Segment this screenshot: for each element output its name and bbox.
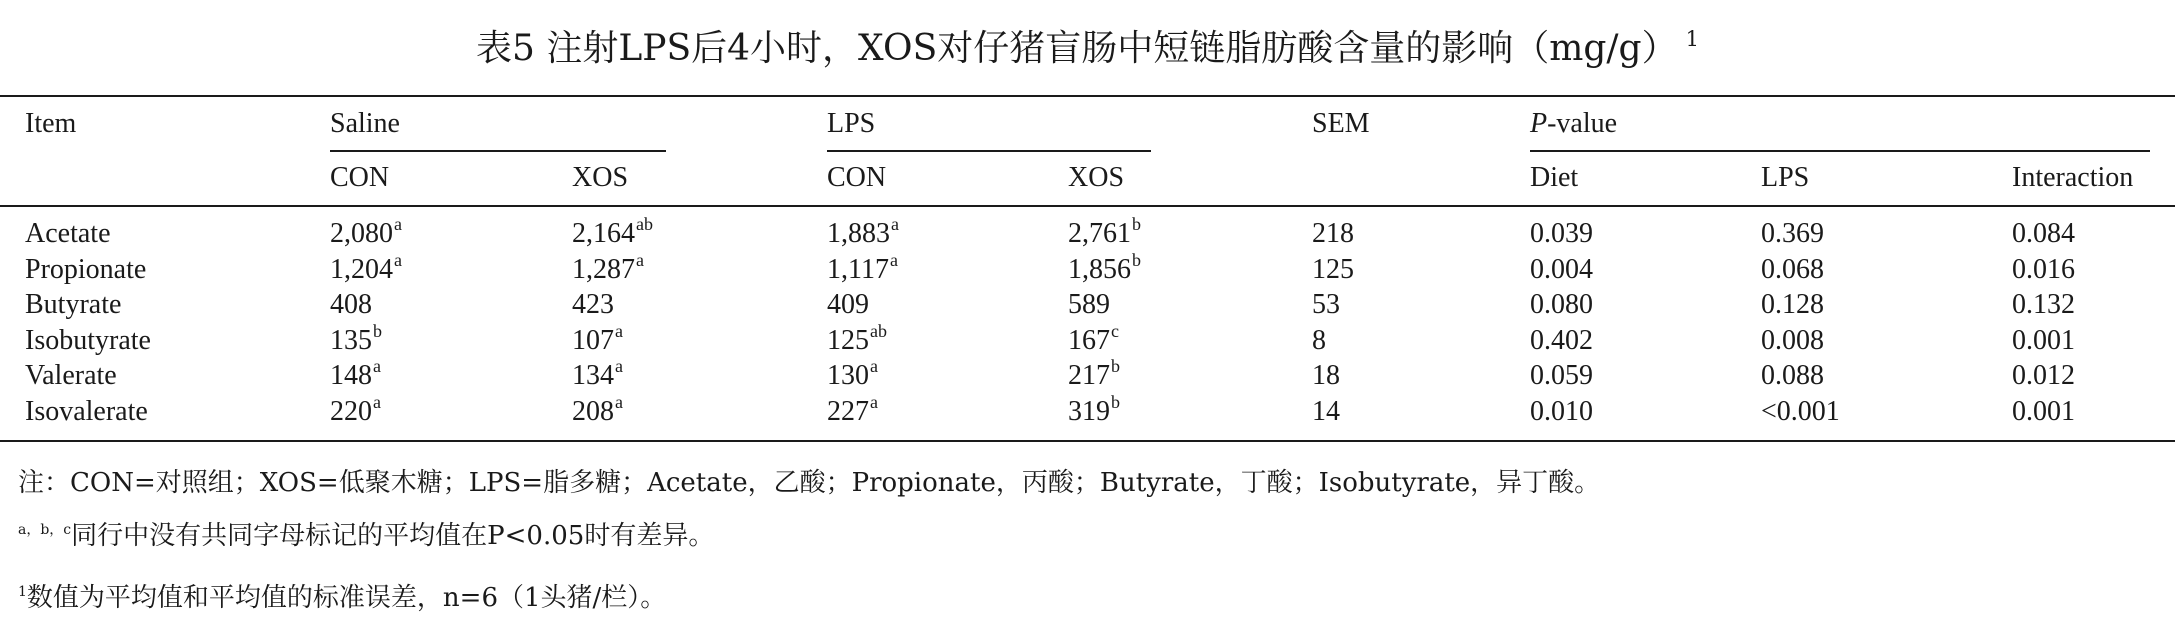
cell-saline-xos (572, 392, 623, 430)
cell-value: 220 (330, 396, 372, 427)
cell-value: 8 (1312, 324, 1326, 356)
cell-superscript: ab (636, 214, 653, 234)
cell-lps-con (827, 249, 898, 288)
cell-value: 423 (572, 289, 614, 321)
cell-value: 218 (1312, 218, 1354, 249)
cell-superscript: a (615, 320, 623, 341)
cell-value: <0.001 (1761, 396, 1840, 427)
cell-superscript: b (1132, 214, 1141, 234)
table-title (0, 24, 2175, 78)
cell-value: 130 (827, 360, 869, 392)
cell-interaction (2012, 289, 2075, 321)
cell-value: 2,761 (1068, 218, 1131, 249)
header-lps-group: LPS (827, 108, 876, 139)
cell-diet (1530, 218, 1593, 250)
cell-lps (1761, 289, 1824, 321)
title-footnote-marker: 1 (1685, 27, 1699, 51)
cell-diet (1530, 396, 1593, 428)
cell-value: 0.001 (2012, 396, 2075, 427)
cell-value: 0.402 (1530, 324, 1593, 356)
cell-diet (1530, 254, 1593, 286)
cell-value: 1,883 (827, 218, 890, 249)
cell-saline-con (330, 214, 402, 252)
header-saline-con: CON (330, 162, 390, 193)
cell-value: Valerate (25, 360, 117, 392)
cell-superscript: a (870, 392, 878, 412)
cell-lps (1761, 360, 1824, 392)
cell-superscript: a (394, 249, 402, 270)
cell-value: Acetate (25, 218, 111, 249)
cell-interaction (2012, 325, 2075, 357)
cell-value: 125 (1312, 253, 1354, 285)
cell-value: 409 (827, 289, 869, 321)
bottom-rule (0, 440, 2175, 442)
cell-sem (1312, 218, 1354, 250)
cell-superscript: a (891, 214, 899, 234)
cell-value: 1,856 (1068, 253, 1131, 285)
cell-superscript: a (394, 214, 402, 234)
note-values-text: 数值为平均值和平均值的标准误差，n=6（1头猪/栏）。 (26, 583, 667, 613)
note-values-marker: 1 (18, 584, 27, 600)
cell-value: 208 (572, 396, 614, 427)
header-pvalue-rest: -value (1547, 108, 1618, 139)
cell-value: 135 (330, 324, 372, 356)
cell-saline-xos (572, 289, 614, 321)
note-abbreviations: 注：CON=对照组；XOS=低聚木糖；LPS=脂多糖；Acetate，乙酸；Propionate，丙酸；Butyrate，丁酸；Isobutyrate，异丁酸。 (18, 468, 1601, 498)
cell-value: Isobutyrate (25, 324, 151, 356)
cell-value: 589 (1068, 289, 1110, 321)
cell-value: 319 (1068, 396, 1110, 427)
cell-sem (1312, 325, 1326, 357)
cell-value: 1,204 (330, 253, 393, 285)
cell-saline-con (330, 249, 402, 288)
header-pvalue (1530, 108, 1617, 140)
cell-value: 0.016 (2012, 253, 2075, 285)
header-pvalue-p: P (1530, 108, 1548, 139)
cell-superscript: ab (870, 320, 887, 341)
cell-interaction (2012, 360, 2075, 392)
cell-lps-xos (1068, 289, 1110, 321)
cell-value: 1,117 (827, 253, 889, 285)
cell-value: 53 (1312, 289, 1340, 321)
cell-value: 107 (572, 324, 614, 356)
cell-interaction (2012, 218, 2075, 250)
cell-sem (1312, 360, 1340, 392)
cell-value: 167 (1068, 324, 1110, 356)
cell-superscript: c (1111, 320, 1119, 341)
cell-superscript: b (373, 320, 382, 341)
cell-diet (1530, 325, 1593, 357)
header-sem: SEM (1312, 108, 1370, 139)
header-lps: LPS (1761, 162, 1810, 193)
cell-value: 2,080 (330, 218, 393, 249)
cell-value: Propionate (25, 253, 147, 285)
cell-value: 227 (827, 396, 869, 427)
header-saline-xos: XOS (572, 162, 629, 193)
cell-value: Isovalerate (25, 396, 148, 427)
cell-value: 0.068 (1761, 253, 1824, 285)
cell-lps-con (827, 214, 899, 252)
cell-superscript: b (1132, 249, 1141, 270)
cell-lps (1761, 396, 1840, 428)
header-lps-con: CON (827, 162, 887, 193)
cell-lps (1761, 325, 1824, 357)
header-item: Item (25, 108, 77, 139)
note-letters-text: 同行中没有共同字母标记的平均值在P<0.05时有差异。 (71, 521, 715, 551)
cell-lps-xos (1068, 320, 1119, 359)
cell-diet (1530, 289, 1593, 321)
cell-lps-con (827, 289, 869, 321)
cell-value: 0.088 (1761, 360, 1824, 392)
cell-item (25, 360, 117, 392)
cell-value: 0.369 (1761, 218, 1824, 249)
cell-lps-con (827, 392, 878, 430)
cell-value: 2,164 (572, 218, 635, 249)
cell-superscript: a (870, 356, 878, 377)
cell-lps-xos (1068, 214, 1141, 252)
cell-value: 0.080 (1530, 289, 1593, 321)
cell-superscript: a (373, 392, 381, 412)
cell-value: 1,287 (572, 253, 635, 285)
cell-value: 217 (1068, 360, 1110, 392)
cell-item (25, 254, 146, 286)
cell-interaction (2012, 254, 2075, 286)
cell-superscript: a (615, 392, 623, 412)
cell-item (25, 325, 151, 357)
table-title-text: 表5 注射LPS后4小时，XOS对仔猪盲肠中短链脂肪酸含量的影响（mg/g） (476, 28, 1678, 69)
cell-saline-con (330, 320, 382, 359)
cell-lps-con (827, 320, 887, 359)
cell-value: 0.004 (1530, 253, 1593, 285)
cell-interaction (2012, 396, 2075, 428)
cell-lps (1761, 218, 1824, 250)
cell-value: 408 (330, 289, 372, 321)
note-values (18, 581, 666, 619)
header-interaction: Interaction (2012, 162, 2134, 193)
cell-saline-xos (572, 214, 653, 252)
cell-lps-xos (1068, 356, 1120, 394)
cell-value: 148 (330, 360, 372, 392)
cell-item (25, 218, 111, 250)
cell-value: 0.132 (2012, 289, 2075, 321)
top-rule (0, 95, 2175, 97)
cell-superscript: a (889, 249, 898, 270)
cell-superscript: b (1111, 356, 1120, 377)
cell-value: 0.084 (2012, 218, 2075, 249)
note-letters-marker: a，b，c (18, 522, 72, 538)
cell-value: 0.012 (2012, 360, 2075, 392)
note-superscript-letters (18, 519, 714, 557)
cell-sem (1312, 396, 1340, 428)
cell-saline-xos (572, 356, 623, 394)
header-diet: Diet (1530, 162, 1579, 193)
cell-sem (1312, 254, 1354, 286)
cell-value: 14 (1312, 396, 1340, 427)
lps-group-rule (827, 150, 1151, 152)
cell-saline-con (330, 392, 381, 430)
cell-superscript: a (373, 356, 381, 377)
cell-value: 0.059 (1530, 360, 1593, 392)
cell-item (25, 289, 121, 321)
cell-saline-xos (572, 320, 623, 359)
cell-value: 0.039 (1530, 218, 1593, 249)
cell-saline-con (330, 356, 381, 394)
saline-group-rule (330, 150, 666, 152)
header-lps-xos: XOS (1068, 162, 1125, 193)
cell-value: Butyrate (25, 289, 122, 321)
header-bottom-rule (0, 205, 2175, 207)
cell-diet (1530, 360, 1593, 392)
cell-saline-xos (572, 249, 644, 288)
cell-value: 0.008 (1761, 324, 1824, 356)
cell-saline-con (330, 289, 372, 321)
cell-lps-con (827, 356, 878, 394)
cell-lps (1761, 254, 1824, 286)
cell-value: 0.010 (1530, 396, 1593, 427)
pvalue-group-rule (1530, 150, 2150, 152)
cell-superscript: a (615, 356, 623, 377)
cell-value: 125 (827, 324, 869, 356)
cell-value: 18 (1312, 360, 1340, 392)
cell-value: 134 (572, 360, 614, 392)
cell-value: 0.128 (1761, 289, 1824, 321)
cell-lps-xos (1068, 249, 1141, 288)
header-saline: Saline (330, 108, 400, 139)
cell-superscript: a (636, 249, 644, 270)
cell-value: 0.001 (2012, 324, 2075, 356)
cell-sem (1312, 289, 1340, 321)
cell-item (25, 396, 148, 428)
cell-superscript: b (1111, 392, 1120, 412)
cell-lps-xos (1068, 392, 1120, 430)
